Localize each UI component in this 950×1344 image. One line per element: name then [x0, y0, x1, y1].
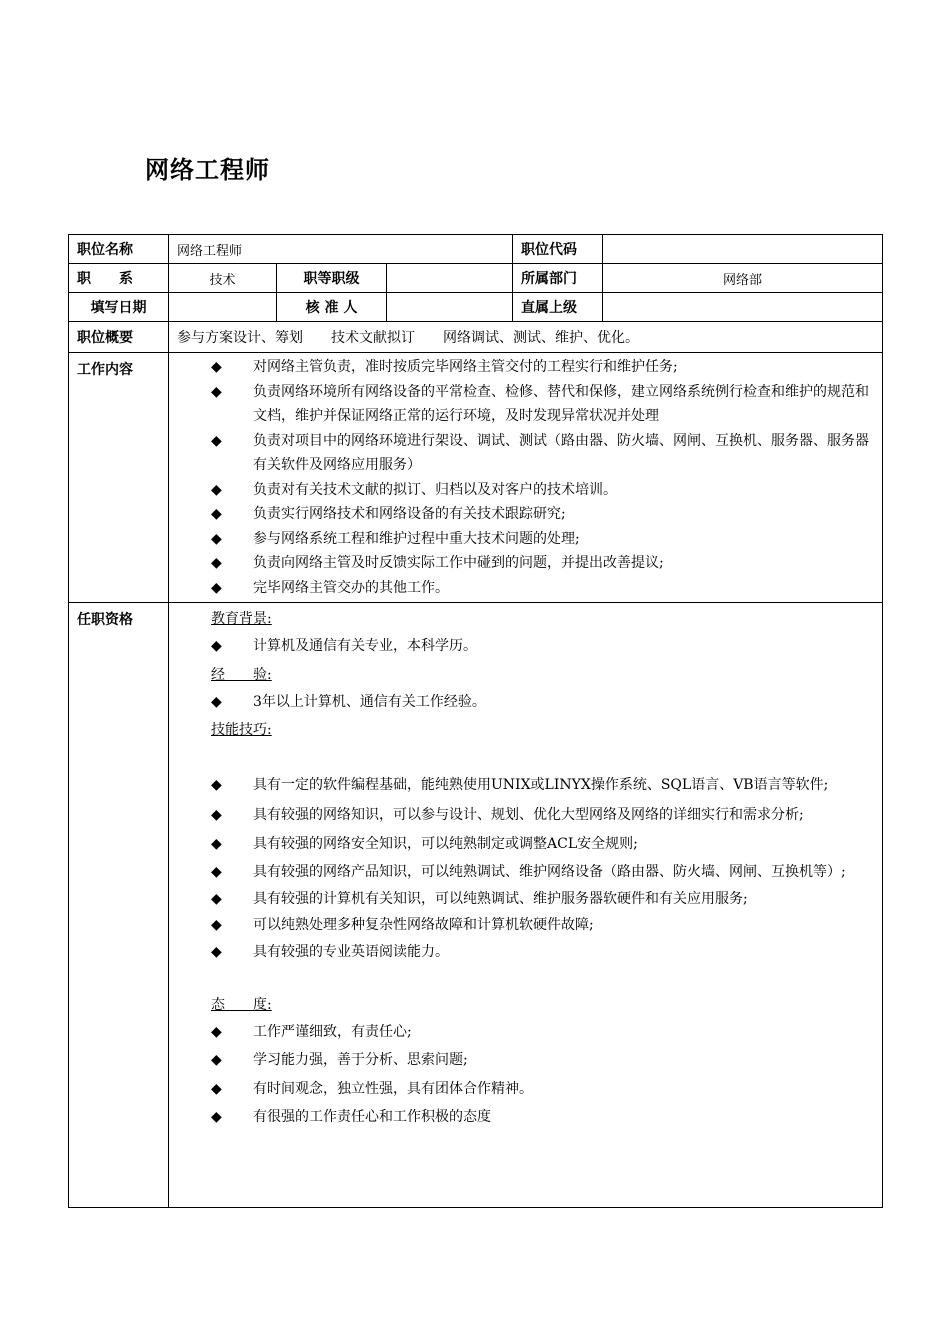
list-item: ◆ 计算机及通信有关专业，本科学历。	[211, 634, 874, 660]
label-job-family: 职 系	[69, 264, 169, 293]
value-position-name: 网络工程师	[169, 235, 513, 264]
list-item: ◆ 具有较强的计算机有关知识，可以纯熟调试、维护服务器软硬件和有关应用服务;	[211, 887, 874, 913]
value-position-code	[603, 235, 883, 264]
row-fill-date	[69, 293, 883, 322]
list-item: ◆ 学习能力强，善于分析、思索问题;	[211, 1048, 874, 1074]
list-item: ◆ 工作严谨细致，有责任心;	[211, 1020, 874, 1046]
list-item: ◆ 具有较强的网络知识，可以参与设计、规划、优化大型网络及网络的详细实行和需求分析;	[211, 803, 874, 829]
list-item: ◆ 具有一定的软件编程基础，能纯熟使用UNIX或LINYX操作系统、SQL语言、VB语言等软件;	[211, 773, 874, 799]
label-position-name: 职位名称	[69, 235, 169, 264]
label-position-code: 职位代码	[513, 235, 603, 264]
label-duties: 工作内容	[69, 353, 169, 603]
list-item: ◆ 负责实行网络技术和网络设备的有关技术跟踪研究;	[211, 502, 874, 527]
duties-cell	[169, 353, 883, 603]
list-item: ◆ 负责对有关技术文献的拟订、归档以及对客户的技术培训。	[211, 478, 874, 503]
value-grade-level	[387, 264, 513, 293]
value-supervisor	[603, 293, 883, 322]
list-item: ◆ 有很强的工作责任心和工作积极的态度	[211, 1105, 874, 1131]
attitude-list	[177, 1020, 874, 1131]
spacer	[177, 966, 874, 992]
skills-heading: 技能技巧:	[211, 722, 272, 738]
value-fill-date	[169, 293, 277, 322]
education-list	[177, 634, 874, 660]
list-item: ◆ 具有较强的网络安全知识，可以纯熟制定或调整ACL安全规则;	[211, 832, 874, 858]
list-item: ◆ 有时间观念，独立性强，具有团体合作精神。	[211, 1077, 874, 1103]
list-item: ◆ 完毕网络主管交办的其他工作。	[211, 576, 874, 601]
page-title: 网络工程师	[145, 156, 270, 184]
label-summary: 职位概要	[69, 322, 169, 353]
row-position-name	[69, 235, 883, 264]
row-job-family	[69, 264, 883, 293]
qualifications-cell	[169, 603, 883, 1208]
experience-list	[177, 690, 874, 716]
value-approver	[387, 293, 513, 322]
spacer	[177, 743, 874, 769]
row-summary	[69, 322, 883, 353]
list-item: ◆ 负责网络环境所有网络设备的平常检查、检修、替代和保修，建立网络系统例行检查和维护的规范和文档，维护并保证网络正常的运行环境，及时发现异常状况并处理	[211, 380, 874, 429]
label-qualifications: 任职资格	[69, 603, 169, 1208]
list-item: ◆ 3年以上计算机、通信有关工作经验。	[211, 690, 874, 716]
list-item: ◆ 负责对项目中的网络环境进行架设、调试、测试（路由器、防火墙、网闸、互换机、服务器、服务器有关软件及网络应用服务）	[211, 429, 874, 478]
list-item: ◆ 具有较强的网络产品知识，可以纯熟调试、维护网络设备（路由器、防火墙、网闸、互换机等）;	[211, 860, 874, 886]
attitude-heading: 态 度:	[211, 996, 272, 1013]
label-grade-level: 职等职级	[277, 264, 387, 293]
label-supervisor: 直属上级	[513, 293, 603, 322]
experience-heading: 经 验:	[211, 666, 272, 683]
skills-list	[177, 773, 874, 966]
list-item: ◆ 可以纯熟处理多种复杂性网络故障和计算机软硬件故障;	[211, 913, 874, 939]
list-item: ◆ 参与网络系统工程和维护过程中重大技术问题的处理;	[211, 527, 874, 552]
job-description-table	[68, 234, 883, 1208]
label-department: 所属部门	[513, 264, 603, 293]
duties-list	[177, 355, 874, 600]
list-item: ◆ 负责向网络主管及时反馈实际工作中碰到的问题，并提出改善提议;	[211, 551, 874, 576]
label-approver: 核 准 人	[277, 293, 387, 322]
label-fill-date: 填写日期	[69, 293, 169, 322]
list-item: ◆ 具有较强的专业英语阅读能力。	[211, 940, 874, 966]
value-summary: 参与方案设计、筹划 技术文献拟订 网络调试、测试、维护、优化。	[169, 322, 883, 353]
row-duties	[69, 353, 883, 603]
value-job-family: 技术	[169, 264, 277, 293]
row-qualifications	[69, 603, 883, 1208]
education-heading: 教育背景:	[211, 611, 272, 627]
list-item: ◆ 对网络主管负责，准时按质完毕网络主管交付的工程实行和维护任务;	[211, 355, 874, 380]
value-department: 网络部	[603, 264, 883, 293]
